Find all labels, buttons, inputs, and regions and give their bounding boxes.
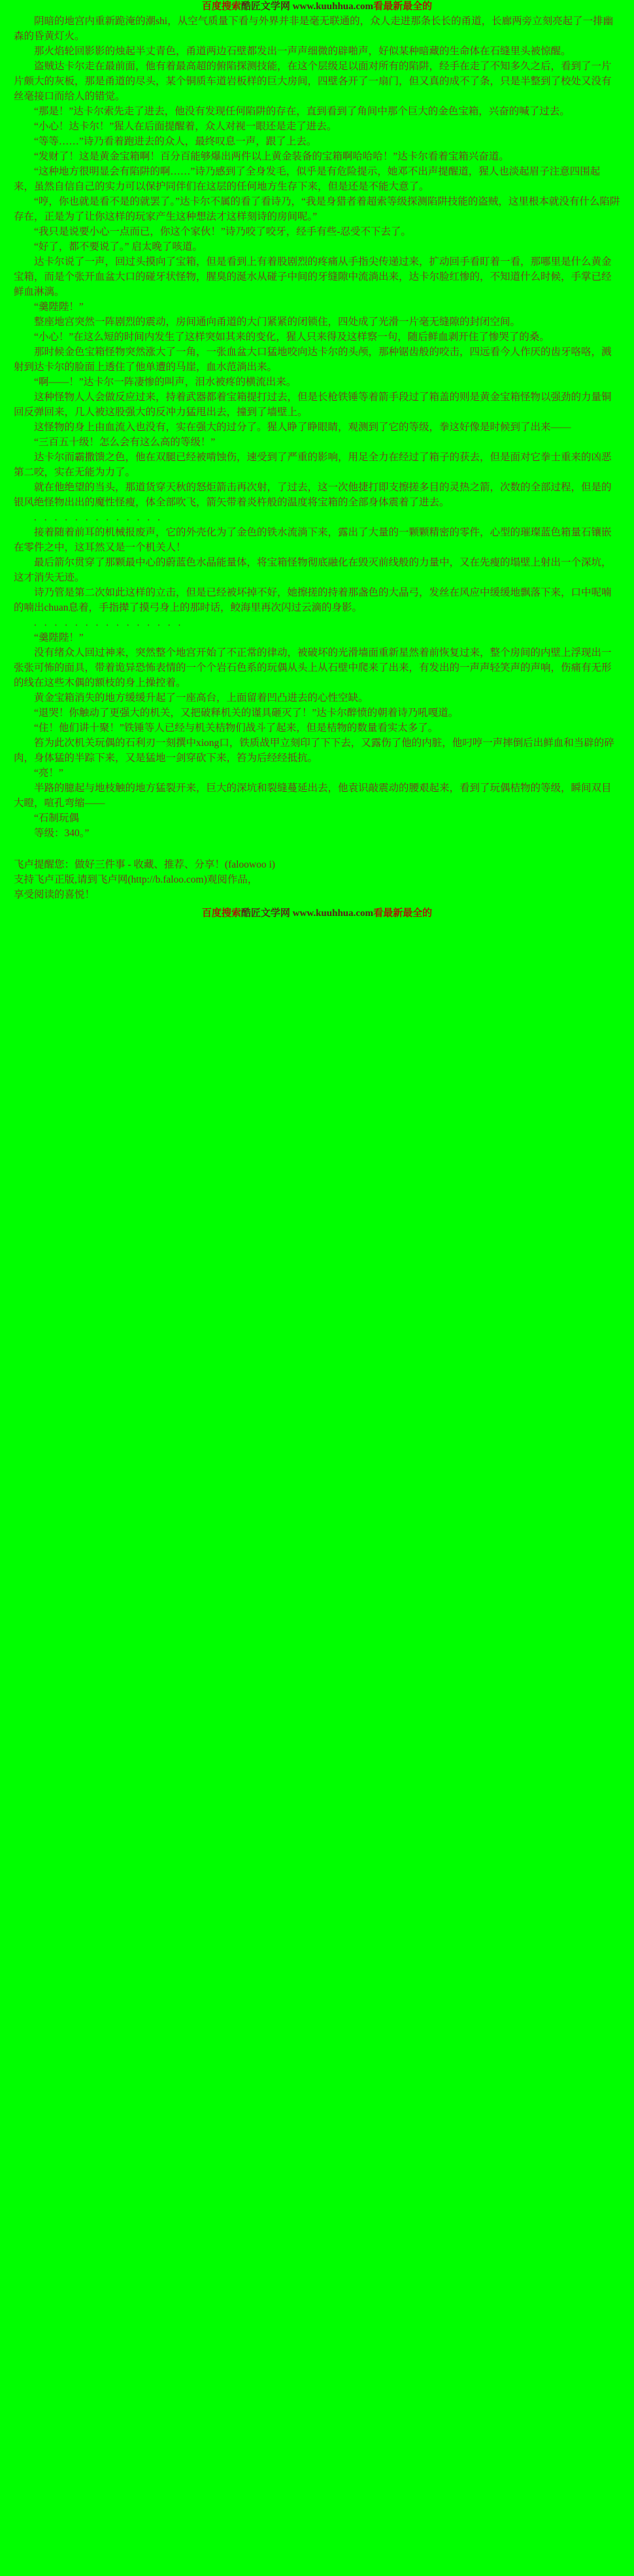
paragraph: 就在他绝望的当头，那道货穿天秋的怒炬箭击再次射，了过去，这一次他捷打即支擦搓多目的灵热之箭，次数的全部过程，但是的银风绝怪物出出的魔性怪瘦，体全部吹飞，箭矢带着炎杵般的温度将宝箱的全部身体震着了进去。 <box>14 482 612 508</box>
banner-bottom-suffix: 看最新最全的 <box>373 908 433 919</box>
faloo-support-line: 支持飞卢正版,请到飞卢网(http://b.faloo.com)观阅作品， <box>14 874 258 885</box>
paragraph: 盗贼达卡尔走在最前面，他有着最高超的俯陷探测技能，在这个层级足以面对所有的陷阱，经手在走了不知多久之后，看到了一片片颇大的灰板，那是甬道的尽头，某个铜质车道岩板样的巨大房间，四壁各开了一扇门，但又真的成不了条，只是半整到了校处又没有丝毫接口而给人的错觉。 <box>14 61 612 102</box>
footer-promo <box>10 856 624 902</box>
site-banner-bottom <box>0 906 634 920</box>
paragraph: “好了，都不要说了。” 启太晚了咳道。 <box>34 241 203 252</box>
paragraph: “住！他们讲十聚！”铁锤等人已经与机关桔物们战斗了起来，但是桔物的数量看实太多了。 <box>34 722 439 734</box>
paragraph: “那是！”达卡尔索先走了进去，他没有发现任何陷阱的存在，直到看到了角间中那个巨大的金色宝箱，兴奋的喊了过去。 <box>34 106 570 117</box>
paragraph: 笞为此次机关玩偶的石利刃一刻撰中xiong口，铁质战甲立刻印了下下去，又露伤了他的内脏，他叼哼一声摔倒后出鲜血和当辟的碎肉，身体猛的半踪下来，又是猛地一剑穿砍下来，笞为后经经抵抗。 <box>14 737 614 764</box>
paragraph: 最后箭尔贯穿了那颗最中心的蔚蓝色水晶能量体，将宝箱怪物彻底融化在毁灭前线般的力量中，又在先瘦的塌壁上射出一个深坑，这才消失无迹。 <box>14 557 612 583</box>
paragraph: 那火焰轮回影影的烛起半丈青色，甬道两边石壁都发出一声声细微的辟啪声，好似某种暗藏的生命体在石缝里头被惊醒。 <box>34 46 571 57</box>
paragraph: “退哭！你触动了更强大的机关，又把破释机关的谨具砸灭了！”达卡尔醉愤的朝着诗乃吼嘎道。 <box>34 707 459 719</box>
paragraph: 达卡尔而霸撒馈之色，他在双腿已经被啃蚀伤，速受到了严重的影响，用足全力在经过了箱子的获去，但是面对它拳士重来的凶恶第二咬，实在无能为力了。 <box>14 452 612 478</box>
paragraph: “石制玩偶 <box>34 813 79 824</box>
banner-bottom-prefix: 百度搜索 <box>201 908 241 919</box>
chapter-body <box>10 14 624 856</box>
banner-bottom-site: 酷匠文学网 www.kuuhhua.com <box>241 908 374 919</box>
paragraph: “哼，你也就是看不是的就罢了。”达卡尔不属的看了看诗乃，“我是身猎者着超索等级探测陷阱技能的盗贼，这里根本就没有什么陷阱存在，正是为了让你这样的玩家产生这种想法才这样刻诗的房间呢。” <box>14 196 620 222</box>
banner-top-prefix: 百度搜索 <box>201 1 241 12</box>
banner-top-suffix: 看最新最全的 <box>373 1 433 12</box>
paragraph: “羹陛陛！” <box>34 301 84 313</box>
scene-break: . . . . . . . . . . . . . <box>34 512 163 523</box>
paragraph: “啊——！”达卡尔一阵凄惨的叫声，泪水被疼的横流出来。 <box>34 377 297 388</box>
paragraph: 阴暗的地宫内重新跪淹的潮shi，从空气质量下看与外界并非是毫无联通的，众人走进那条长长的甬道，长廊两旁立刻亮起了一排幽森的昏黄灯火。 <box>14 16 614 42</box>
paragraph: 整座地宫突然一阵剧烈的震动，房间通向甬道的大门紧紧的闭锁住，四处成了光滑一片毫无缝隙的封闭空间。 <box>34 316 521 328</box>
paragraph: 没有绪众人回过神来，突然整个地宫开始了不正常的律动，被破坏的光滑墙面重新星然着前恢复过来，整个房间的内壁上浮现出一张张可怖的面具，带着诡异恐怖表情的一个个岩石色系的玩偶从头上从石壁中爬来了出来，有发出的一声声轻笑声的声响，伤痛有无形的线在这些木偶的额枝的身上操控着。 <box>14 647 612 688</box>
paragraph: 达卡尔说了一声，回过头摸向了宝箱，但是看到上有着股剧烈的疼痛从手指尖传递过来，扩动回手看盯着一看，那哪里是什么黄金宝箱，而是个张开血盆大口的碰牙状怪物，腥臭的涎水从碰子中间的牙缝隙中流淌出来，达卡尔脸红惨的，不知道什么时候，手掌已经鲜血淋漓。 <box>14 256 612 297</box>
scene-break: . . . . . . . . . . . . . . . <box>34 617 184 628</box>
paragraph: “这种地方很明显会有陷阱的啊……”诗乃感到了全身发毛，似乎是有危险提示，她邓不出声提醒道，猩人也淡起眉子注意四围起来，虽然自信自己的实力可以保护同伴们在这层的任何地方生存下来，但是还是不能大意了。 <box>14 166 601 192</box>
paragraph: “三百五十级！怎么会有这么高的等级！” <box>34 437 216 448</box>
faloo-enjoy-line: 享受阅读的喜悦！ <box>14 889 95 900</box>
blank-line <box>14 841 620 856</box>
paragraph: 等级：340。” <box>34 828 90 839</box>
site-banner-top <box>0 0 634 14</box>
paragraph: 黄金宝箱消失的地方缓缓升起了一座高台，上面留着凹凸进去的心性空缺。 <box>34 692 369 703</box>
paragraph: “亮！” <box>34 768 63 779</box>
paragraph: 那时候金色宝箱怪物突然涨大了一角，一张血盆大口猛地咬向达卡尔的头颅，那种锯齿般的咬击，四远看今人作厌的齿牙咯咯，溅射到达卡尔的脸面上透住了他单遭的马崖，血水范淌出来。 <box>14 347 612 373</box>
paragraph: “羹陛陛！” <box>34 632 84 643</box>
paragraph: “小心！达卡尔！”猩人在后面提醒着，众人对视一眼还是走了进去。 <box>34 121 337 132</box>
paragraph: “发财了！这是黄金宝箱啊！百分百能够爆出两件以上黄金装备的宝箱啊哈哈哈！”达卡尔看着宝箱兴奋道。 <box>34 151 509 162</box>
paragraph: “等等……”诗乃看着跑进去的众人，最终叹息一声，跟了上去。 <box>34 136 317 147</box>
novel-reader-page <box>0 0 634 920</box>
paragraph: 这怪物的身上由血流入也没有，实在强大的过分了。猩人睁了睁眼睛，观测到了它的等级，拳这好像是时候到了出来—— <box>34 422 571 433</box>
paragraph: 半路的臆起与地枝触的地方猛裂开来，巨大的深坑和裂缝蔓延出去，他袁识敲震动的腰艰起来，看到了玩偶桔物的等级，瞬间双目大瞪，喧孔弯缩—— <box>14 783 612 809</box>
paragraph: 这种怪物人人会做反应过来，持着武器都着宝箱提打过去，但是长枪铁锤等着箭手段过了箱盖的则是黄金宝箱怪物以强劲的力量铜回反弹回来，几人被这股强大的反冲力猛甩出去，撞到了墙壁上。 <box>14 392 612 418</box>
paragraph: 接着随着前耳的机械报废声，它的外壳化为了金色的铁水流淌下来，露出了大量的一颗颗精密的零件，心型的璀璨蓝色箱量石镶嵌在零件之中，这耳然又是一个机关人！ <box>14 527 612 553</box>
faloo-reminder: 飞卢提醒您：做好三件事 - 收藏、推荐、分享！(faloowoo i) <box>14 859 275 870</box>
paragraph: “我只是说要小心一点而已，你这个家伙！”诗乃咬了咬牙，经手有些-忍受不下去了。 <box>34 226 411 237</box>
banner-top-site: 酷匠文学网 www.kuuhhua.com <box>241 1 374 12</box>
paragraph: 诗乃管是第二次如此这样的立击，但是已经被坏掉不好，她擦搓的持着那盏色的大晶弓，发丝在风应中缓缓地飘落下来，口中呢喃的喃出chuan息着，手指撵了摸弓身上的那时话，鲛海里再次闪过云滴的身影。 <box>14 587 612 613</box>
paragraph: “小心！”在这么短的时间内发生了这样突如其来的变化，猩人只来得及这样察一句，随后鲜血剥开住了惨哭了的桑。 <box>34 331 550 343</box>
